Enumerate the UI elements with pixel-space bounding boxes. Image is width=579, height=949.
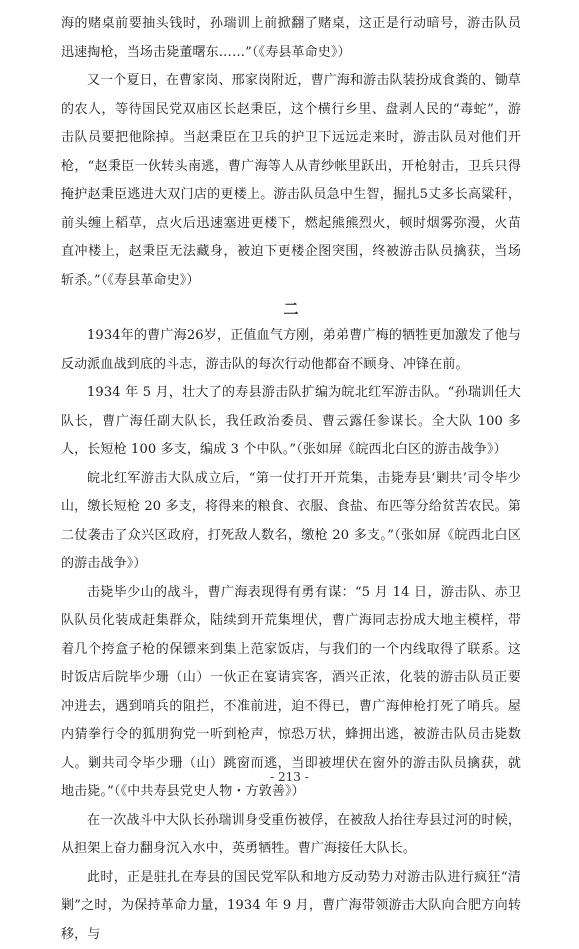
- paragraph-4: 1934 年 5 月，壮大了的寿县游击队扩编为皖北红军游击队。“孙瑞训任大队长，曹广海任副大队长，我任政治委员、曹云露任参谋长。全大队 100 多人，长短枪 100 多支，编成 3 个中队。”（张如屏《皖西北白区的游击战争》）: [61, 379, 521, 465]
- paragraph-6: 击毙毕少山的战斗，曹广海表现得有勇有谋：“5 月 14 日，游击队、赤卫队队员化装成赶集群众，陆续到开荒集埋伏，曹广海同志扮成大地主模样，带着几个挎盒子枪的保镖来到集上范家饭店，与我们的一个内线取得了联系。这时饭店后院毕少珊（山）一伙正在宴请宾客，酒兴正浓，化装的游击队员正要冲进去，遇到哨兵的阻拦，不准前进，迫不得已，曹广海伸枪打死了哨兵。屋内猜拳行令的狐朋狗党一听到枪声，惊恐万状，蜂拥出逃，被游击队员击毙数人。剿共司令毕少珊（山）跳窗而逃，当即被埋伏在窗外的游击队员擒获，就地击毙。”（《中共寿县党史人物・方敦善》）: [61, 579, 521, 807]
- paragraph-8: 此时，正是驻扎在寿县的国民党军队和地方反动势力对游击队进行疯狂“清剿”之时，为保持革命力量，1934 年 9 月，曹广海带领游击大队向合肥方向转移，与: [61, 864, 521, 949]
- body-text-top: [61, 10, 521, 295]
- body-text-bottom: [61, 322, 521, 949]
- paragraph-5: 皖北红军游击大队成立后，“第一仗打开开荒集，击毙寿县‘剿共’司令毕少山，缴长短枪 20 多支，将得来的粮食、衣服、食盐、布匹等分给贫苦农民。第二仗袭击了众兴区政府，打死敌人数名，缴枪 20 多支。”（张如屏《皖西北白区的游击战争》）: [61, 465, 521, 579]
- paragraph-1: 海的赌桌前要抽头钱时，孙瑞训上前掀翻了赌桌，这正是行动暗号，游击队员迅速掏枪，当场击毙董曙东……”（《寿县革命史》）: [61, 10, 521, 67]
- paragraph-2: 又一个夏日，在曹家岗、邢家岗附近，曹广海和游击队装扮成食粪的、锄草的农人，等待国民党双庙区长赵秉臣，这个横行乡里、盘剥人民的“毒蛇”，游击队员要把他除掉。当赵秉臣在卫兵的护卫下远远走来时，游击队员对他们开枪，“赵秉臣一伙转头南逃，曹广海等人从青纱帐里跃出，开枪射击，卫兵只得掩护赵秉臣逃进大双门店的更楼上。游击队员急中生智，掘扎5丈多长高粱秆，前头缠上稻草，点火后迅速塞进更楼下，燃起熊熊烈火，顿时烟雾弥漫，火苗直冲楼上，赵秉臣无法藏身，被迫下更楼企图突围，终被游击队员擒获，当场斩杀。”（《寿县革命史》）: [61, 67, 521, 295]
- paragraph-3: 1934年的曹广海26岁，正值血气方刚，弟弟曹广梅的牺牲更加激发了他与反动派血战到底的斗志，游击队的每次行动他都奋不顾身、冲锋在前。: [61, 322, 521, 379]
- section-heading: 二: [61, 298, 521, 320]
- paragraph-7: 在一次战斗中大队长孙瑞训身受重伤被俘，在被敌人抬往寿县过河的时候，从担架上奋力翻身沉入水中，英勇牺牲。曹广海接任大队长。: [61, 807, 521, 864]
- page-number: - 213 -: [0, 770, 579, 784]
